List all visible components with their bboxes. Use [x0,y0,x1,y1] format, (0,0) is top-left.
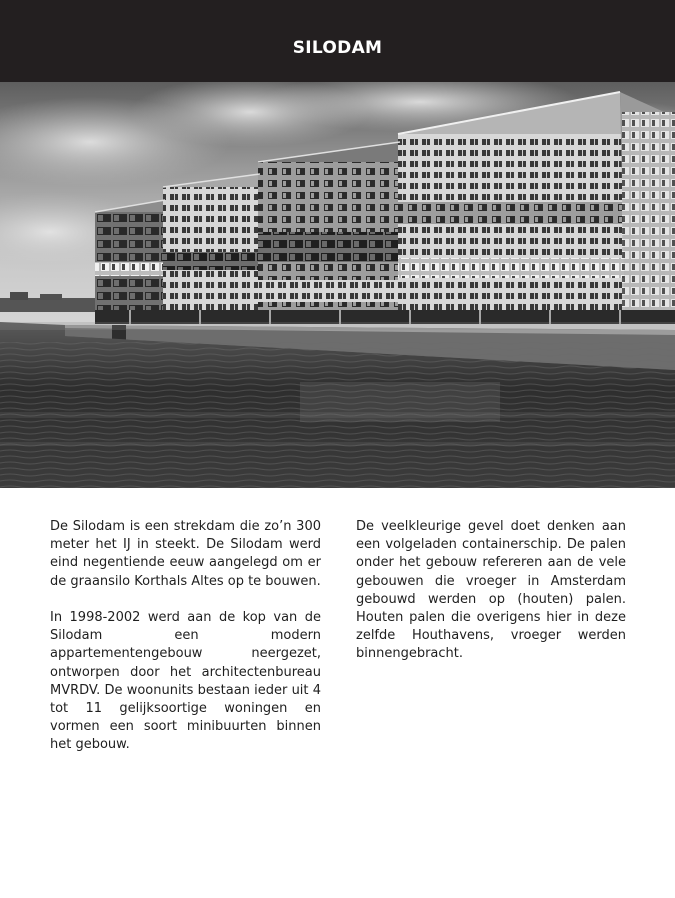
article-paragraph: In 1998-2002 werd aan de kop van de Silodam een modern appartementengebouw neergezet, ontworpen door het architectenbureau MVRDV. De woonunits bestaan ieder uit 4 tot 11 gelijksoortige woningen en vormen een soort minibuurten binnen het gebouw. [50,610,321,753]
page-title: SILODAM [292,38,383,58]
building-photo [0,82,675,488]
article-paragraph: De veelkleurige gevel doet denken aan een volgeladen containerschip. De palen onder het gebouw refereren aan de vele gebouwen die vroeger in Amsterdam gebouwd werden op (houten) palen. Houten palen die overigens hier in deze zelfde Houthavens, vroeger werden binnengebracht. [356,519,626,662]
article-paragraph: De Silodam is een strekdam die zo’n 300 meter het IJ in steekt. De Silodam werd eind negentiende eeuw aangelegd om er de graansilo Korthals Altes op te bouwen. [50,519,321,589]
page-header [0,0,675,82]
article-column-right [356,518,626,682]
article-column-left [50,518,321,773]
